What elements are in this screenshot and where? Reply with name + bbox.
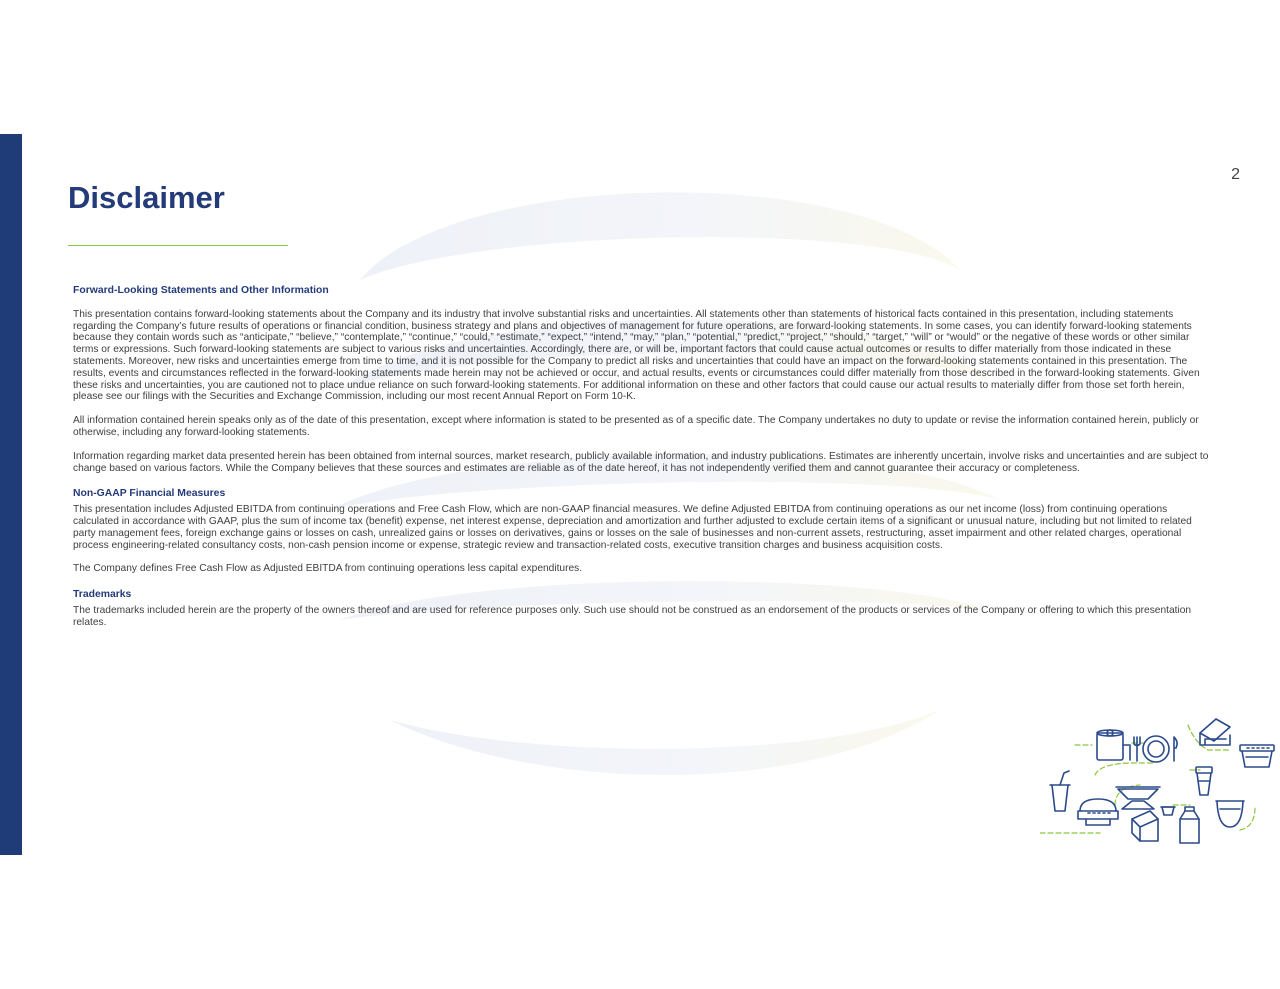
paragraph: All information contained herein speaks only as of the date of this presentation, except where information is stated to be presented as of a specific date. The Company undertakes no duty to update or revise the information contained herein, publicly or otherwise, including any forward-looking statements. [73,415,1199,438]
paper-towel-roll-icon [1097,730,1130,760]
paragraph: Information regarding market data presented herein has been obtained from internal sources, market research, publicly available information, and industry publications. Estimates are inherently uncertain, involve risks and uncertainties and are subject to change based on various factors. While the Company believes that these sources and estimates are reliable as of the date hereof, it has not independently verified them and cannot guarantee their accuracy or completeness. [73,450,1209,474]
connector-lines [1040,725,1255,833]
coffee-cup-icon [1196,767,1212,795]
bowl-icon [1216,801,1244,827]
deli-container-icon [1240,745,1274,767]
page-number: 2 [1231,166,1240,183]
title-underline [68,245,288,246]
disclaimer-content [73,285,1213,629]
paragraph: This presentation includes Adjusted EBITDA from continuing operations and Free Cash Flow, which are non-GAAP financial measures. We define Adjusted EBITDA from continuing operations as our net income (loss) from continuing operations calculated in accordance with GAAP, plus the sum of income tax (benefit) expense, net interest expense, depreciation and amortization and further adjusted to exclude certain items of a significant or unusual nature, including but not limited to related party management fees, foreign exchange gains or losses on cash, unrealized gains or losses on derivatives, gains or losses on the sale of businesses and non-current assets, restructuring, asset impairment and other related charges, operational process engineering-related consultancy costs, non-cash pension income or expense, strategic review and transaction-related costs, executive transition charges and business acquisition costs. [73,504,1192,551]
clamshell-container-icon [1200,719,1230,745]
plate-cutlery-icon [1134,736,1177,762]
left-accent-bar [0,134,22,855]
section-heading-trademarks: Trademarks [73,589,132,601]
paragraph: This presentation contains forward-looking statements about the Company and its industry that involve substantial risks and uncertainties. All statements other than statements of historical facts contained in this presentation, including statements regarding the Company’s future results of operations or financial condition, business strategy and plans and objectives of management for future operations, are forward-looking statements. In some cases, you can identify forward-looking statements because they contain words such as “anticipate,” “believe,” “contemplate,” “continue,” “could,” “estimate,” “expect,” “intend,” “may,” “plan,” “potential,” “predict,” “project,” “should,” “target,” “will” or “would” or the negative of these words or other similar terms or expressions. Such forward-looking statements are subject to various risks and uncertainties. Accordingly, there are, or will be, important factors that could cause actual outcomes or results to differ materially from those indicated in these statements. Moreover, new risks and uncertainties emerge from time to time, and it is not possible for the Company to predict all risks and uncertainties that could have an impact on the forward-looking statements contained in this presentation. The results, events and circumstances reflected in the forward-looking statements made herein may not be achieved or occur, and actual results, events or circumstances could differ materially from those described in the forward-looking statements. Given these risks and uncertainties, you are cautioned not to place undue reliance on such forward-looking statements. For additional information on these and other factors that could cause our actual results to materially differ from those set forth herein, please see our filings with the Securities and Exchange Commission, including our most recent Annual Report on Form 10-K. [73,308,1200,403]
portion-cup-icon [1161,807,1175,815]
drink-cup-icon [1050,771,1070,811]
section-heading-non-gaap: Non-GAAP Financial Measures [73,488,226,500]
packaging-illustration [1040,715,1280,845]
milk-carton-icon [1180,807,1199,843]
paragraph: The trademarks included herein are the property of the owners thereof and are used for reference purposes only. Such use should not be construed as an endorsement of the products or services of the Company or offering to which this presentation relates. [73,604,1192,628]
food-box-icon [1078,799,1118,825]
section-heading-forward-looking: Forward-Looking Statements and Other Information [73,285,329,296]
takeout-box-icon [1132,811,1158,841]
paragraph: The Company defines Free Cash Flow as Adjusted EBITDA from continuing operations less capital expenditures. [73,563,583,575]
page-title: Disclaimer [68,180,225,215]
